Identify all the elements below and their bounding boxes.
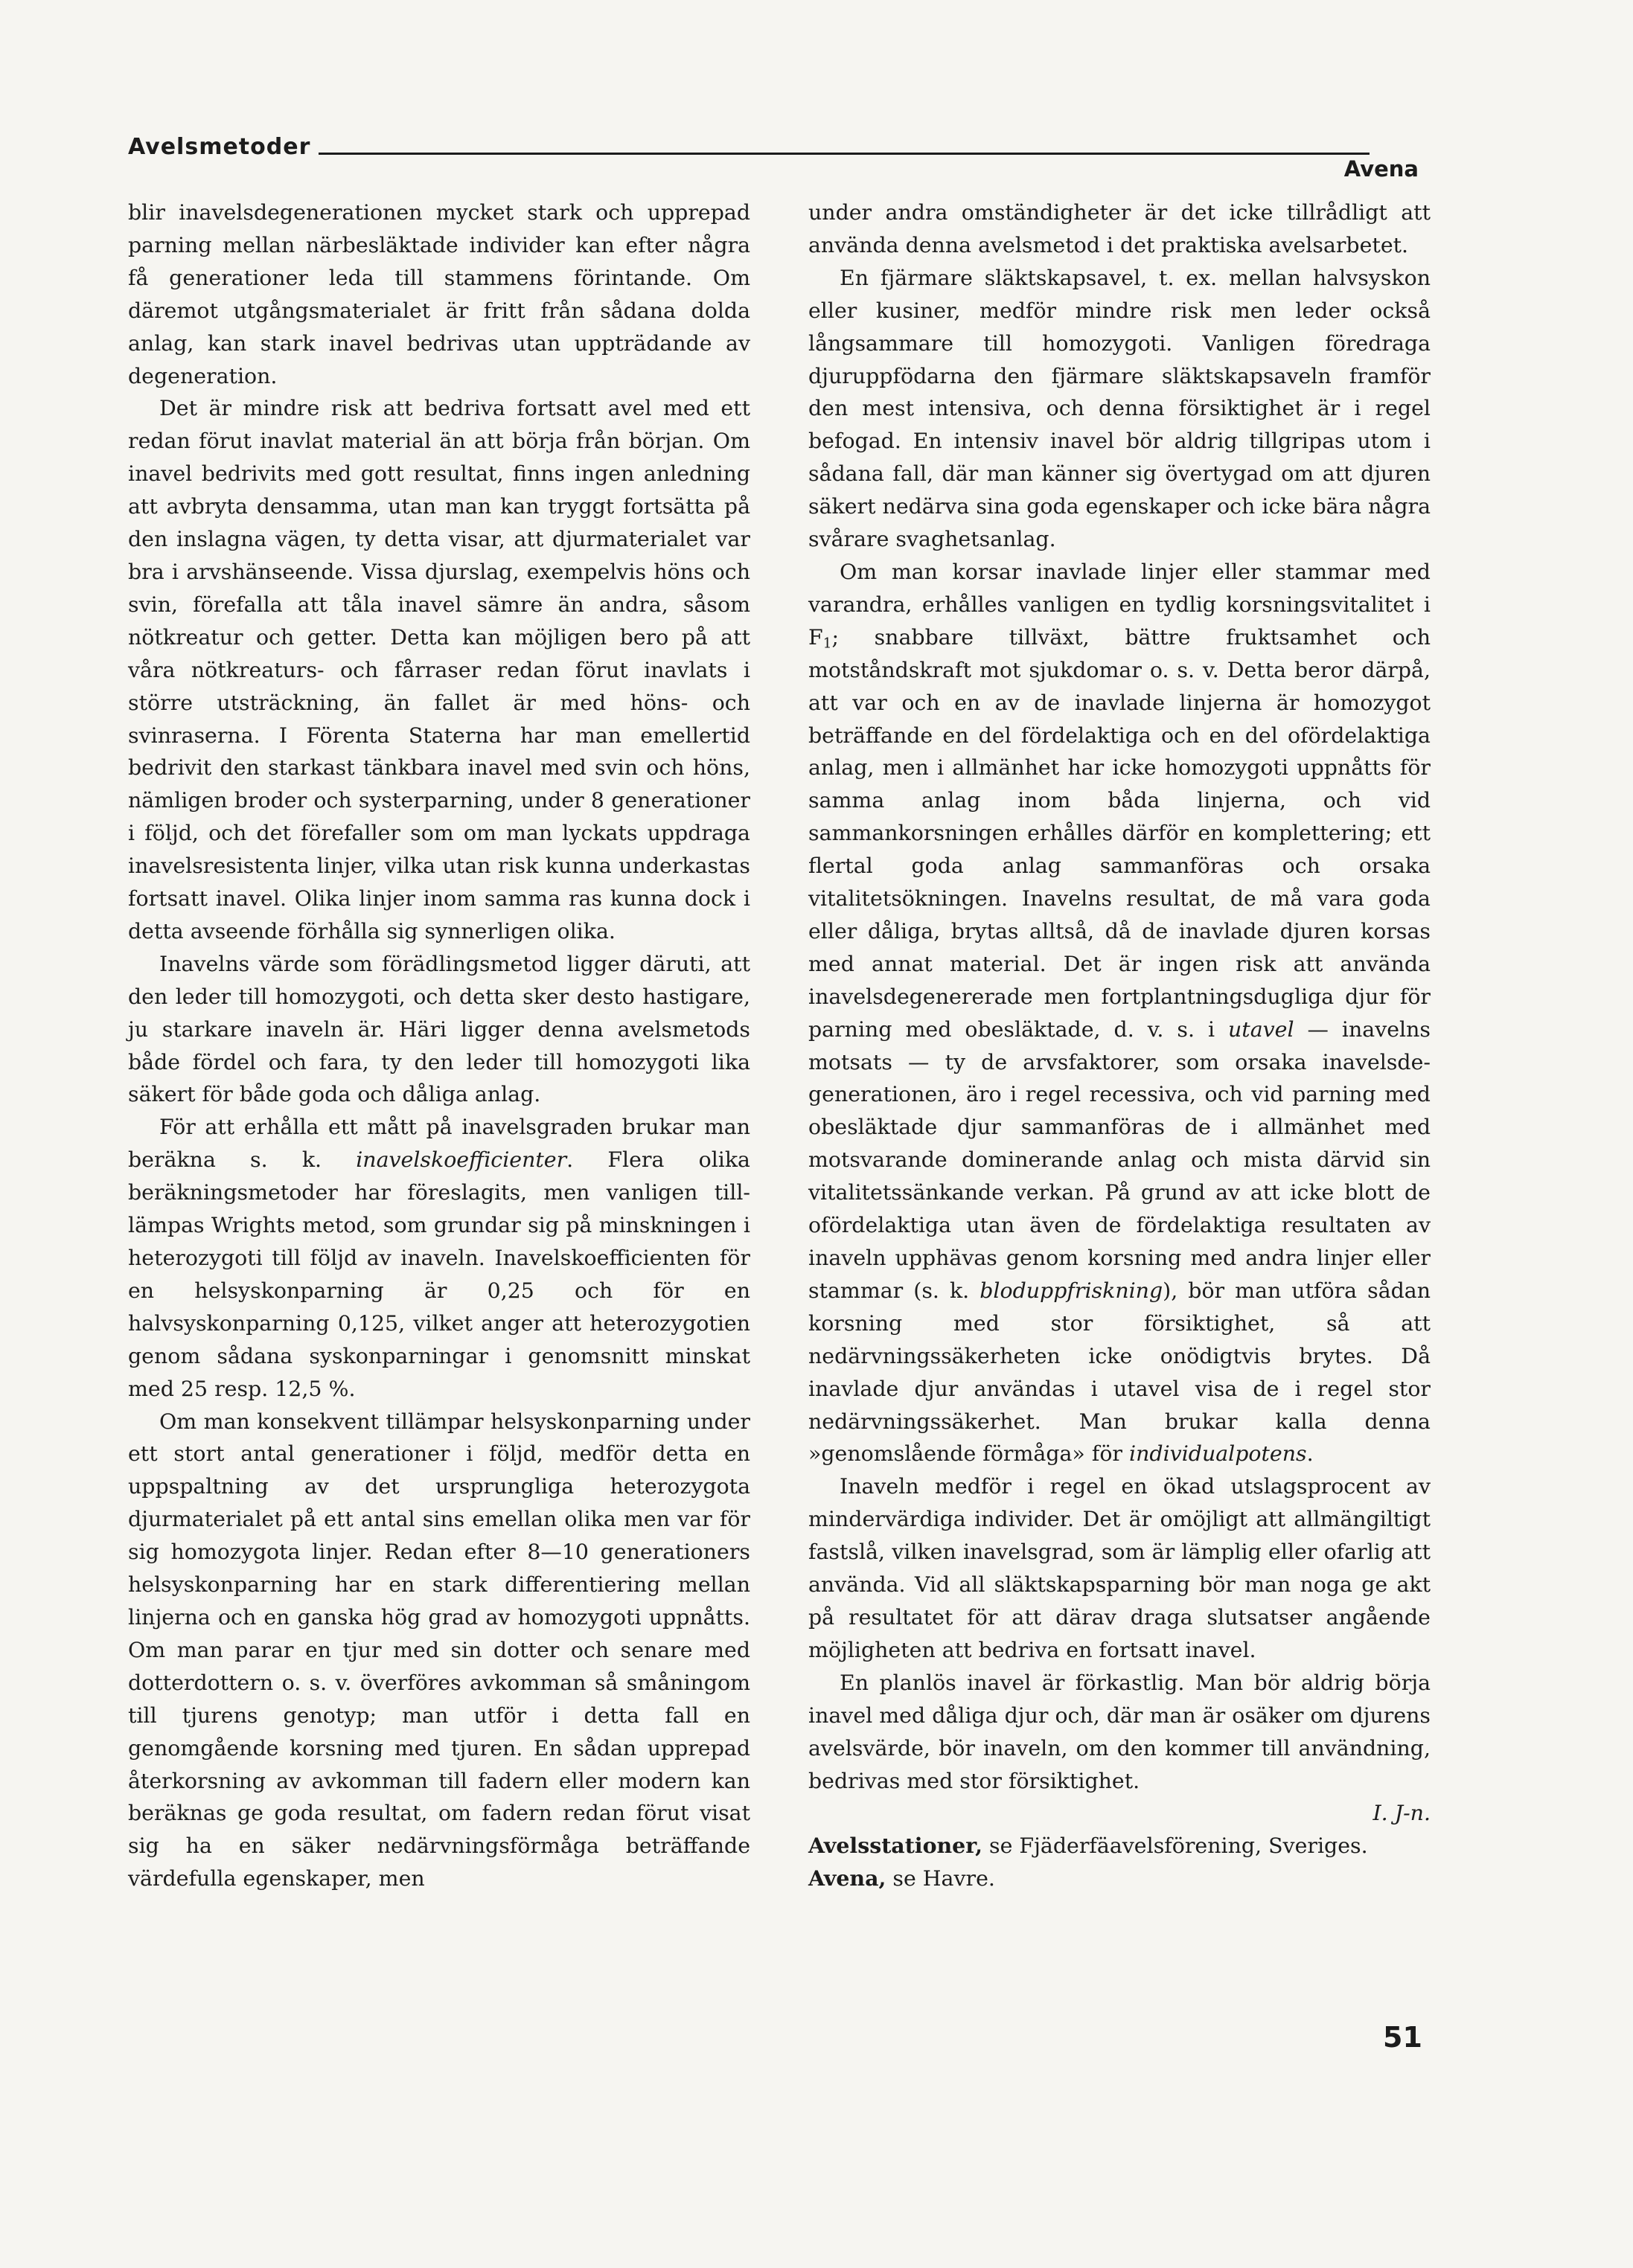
running-header bbox=[128, 134, 1419, 182]
left-column bbox=[128, 196, 750, 1895]
paragraph: Inaveln medför i regel en ökad utslagsprocent av mindervärdiga individer. Det är omöjligt att allmängiltigt fastslå, vilken inavelsgrad, som är lämplig eller ofarlig att använda. Vid all släktskapsparning bör man noga ge akt på resultatet för att därav draga slutsatser angående möjligheten att bedriva en fortsatt inavel. bbox=[808, 1474, 1431, 1662]
italic-term: inavelskoefficienter bbox=[356, 1147, 567, 1173]
entry-term: Avelsstationer, bbox=[808, 1833, 983, 1859]
text-run: . Flera olika beräkningsmetoder har föreslagits, men vanligen tilllämpas Wrights metod, som grundar sig på minskningen i heterozygoti till följd av inaveln. Inavelskoefficienten för en helsyskonparning är 0,25 och för en halvsyskonparning 0,125, vilket anger att heterozygotien genom sådana syskonparningar i genomsnitt minskat med 25 resp. 12,5 %. bbox=[128, 1147, 750, 1401]
paragraph: En fjärmare släktskapsavel, t. ex. mellan halvsyskon eller kusiner, medför mindre risk men leder också långsammare till homozygoti. Vanligen föredraga djuruppfödarna den fjärmare släktskapsaveln framför den mest intensiva, och denna försiktighet är i regel befogad. En intensiv inavel bör aldrig tillgripas utom i sådana fall, där man känner sig övertygad om att djuren säkert nedärva sina goda egenskaper och icke bära några svårare svaghetsanlag. bbox=[808, 265, 1431, 552]
paragraph bbox=[128, 1111, 750, 1405]
paragraph bbox=[808, 556, 1431, 1470]
paragraph: Inavelns värde som förädlingsmetod ligger däruti, att den leder till homozygoti, och detta sker desto hastigare, ju starkare inaveln är. Häri ligger denna avelsmetods både fördel och fara, ty den leder till homozygoti lika säkert för både goda och dåliga anlag. bbox=[128, 951, 750, 1107]
paragraph: En planlös inavel är förkastlig. Man bör aldrig börja inavel med dåliga djur och, där man är osäker om djurens avelsvärde, bör inaveln, om den kommer till användning, bedrivas med stor försiktighet. bbox=[808, 1670, 1431, 1793]
italic-term: utavel bbox=[1228, 1016, 1294, 1042]
text-run: . bbox=[1306, 1441, 1314, 1467]
entry-ref: se Havre. bbox=[886, 1866, 995, 1891]
text-run: — inavelns motsats — ty de arvsfaktorer, som orsaka inavelsdegenerationen, äro i regel recessiva, och vid parning med obesläktade djur sammanföras de i allmänhet med motsvarande dominerande anlag och mista därvid sin vitalitetssänkande verkan. På grund av att icke blott de ofördelaktiga utan även de fördelaktiga resultaten av inaveln upphävas genom korsning med andra linjer eller stammar (s. k. bbox=[808, 1016, 1431, 1303]
header-rule bbox=[319, 153, 1370, 155]
text-run: ), bör man utföra sådan korsning med stor försiktighet, så att nedärvningssäkerheten icke onödigtvis brytes. Då inavlade djur användas i utavel visa de i regel stor nedärvningssäkerhet. Man brukar kalla denna »genomslående förmåga» för bbox=[808, 1278, 1431, 1467]
author-signature: I. J-n. bbox=[1372, 1801, 1431, 1826]
paragraph: under andra omständigheter är det icke tillrådligt att använda denna avelsmetod i det praktiska avelsarbetet. bbox=[808, 200, 1431, 257]
italic-term: individualpotens bbox=[1129, 1441, 1307, 1467]
subscript: 1 bbox=[822, 635, 832, 652]
cross-reference-entry bbox=[808, 1830, 1431, 1862]
header-right-title: Avena bbox=[1343, 156, 1419, 182]
entry-ref: se Fjäderfäavelsförening, Sveriges. bbox=[982, 1833, 1368, 1859]
text-run: För att erhålla ett mått på inavelsgraden brukar man beräkna s. k. bbox=[128, 1115, 750, 1173]
paragraph: Det är mindre risk att bedriva fortsatt avel med ett redan förut inavlat material än att börja från början. Om inavel bedrivits med gott resultat, finns ingen anledning att avbryta densamma, utan man kan tryggt fortsätta på den inslagna vägen, ty detta visar, att djurmaterialet var bra i arvshänseende. Vissa djurslag, exempelvis höns och svin, förefalla att tåla inavel sämre än andra, såsom nötkreatur och getter. Detta kan möjligen bero på att våra nötkreaturs- och fårraser redan förut inavlats i större utsträckning, än fallet är med höns- och svinraserna. I Förenta Staterna har man emellertid bedrivit den starkast tänkbara inavel med svin och höns, nämligen broder och systerparning, under 8 generationer i följd, och det förefaller som om man lyckats uppdraga inavelsresistenta linjer, vilka utan risk kunna underkastas fortsatt inavel. Olika linjer inom samma ras kunna dock i detta avseende förhålla sig synnerligen olika. bbox=[128, 396, 750, 944]
text-run: ; snabbare tillväxt, bättre fruktsamhet och motståndskraft mot sjukdomar o. s. v. Detta beror därpå, att var och en av de inavlade linjerna är homozygot beträffande en del fördelaktiga och en del ofördelaktiga anlag, men i allmänhet har icke homozygoti uppnåtts för samma anlag inom båda linjerna, och vid sammankorsningen erhålles därför en komplettering; ett flertal goda anlag sammanföras och orsaka vitalitetsökningen. Inavelns resultat, de må vara goda eller dåliga, brytas alltså, då de inavlade djuren korsas med annat material. Det är ingen risk att använda inavelsdegenererade men fortplantningsdugliga djur för parning med obesläktade, d. v. s. i bbox=[808, 624, 1431, 1042]
italic-term: bloduppfriskning bbox=[980, 1278, 1163, 1303]
header-left-title: Avelsmetoder bbox=[128, 134, 311, 160]
page-number: 51 bbox=[1383, 2021, 1422, 2054]
text-run: Om man korsar inavlade linjer eller stammar med varandra, erhålles vanligen en tydlig korsningsvitalitet i F bbox=[808, 559, 1431, 650]
paragraph: blir inavelsdegenerationen mycket stark och upprepad parning mellan närbesläktade individer kan efter några få generationer leda till stammens förintande. Om däremot utgångsmaterialet är fritt från sådana dolda anlag, kan stark inavel bedrivas utan uppträdande av degeneration. bbox=[128, 200, 750, 388]
right-column bbox=[808, 196, 1431, 1895]
paragraph: Om man konsekvent tillämpar helsyskonparning under ett stort antal generationer i följd, medför detta en uppspaltning av det ursprungliga heterozygota djurmaterialet på ett antal sins emellan olika men var för sig homozygota linjer. Redan efter 8—10 generationers helsyskonparning har en stark differentiering mellan linjerna och en ganska hög grad av homozygoti uppnåtts. Om man parar en tjur med sin dotter och senare med dotterdottern o. s. v. överföres avkomman så småningom till tjurens genotyp; man utför i detta fall en genomgående korsning med tjuren. En sådan upprepad återkorsning av avkomman till fadern eller modern kan beräknas ge goda resultat, om fadern redan förut visat sig ha en säker nedärvningsförmåga beträffande värdefulla egenskaper, men bbox=[128, 1409, 750, 1891]
entry-term: Avena, bbox=[808, 1865, 886, 1891]
cross-reference-entry bbox=[808, 1862, 1431, 1895]
